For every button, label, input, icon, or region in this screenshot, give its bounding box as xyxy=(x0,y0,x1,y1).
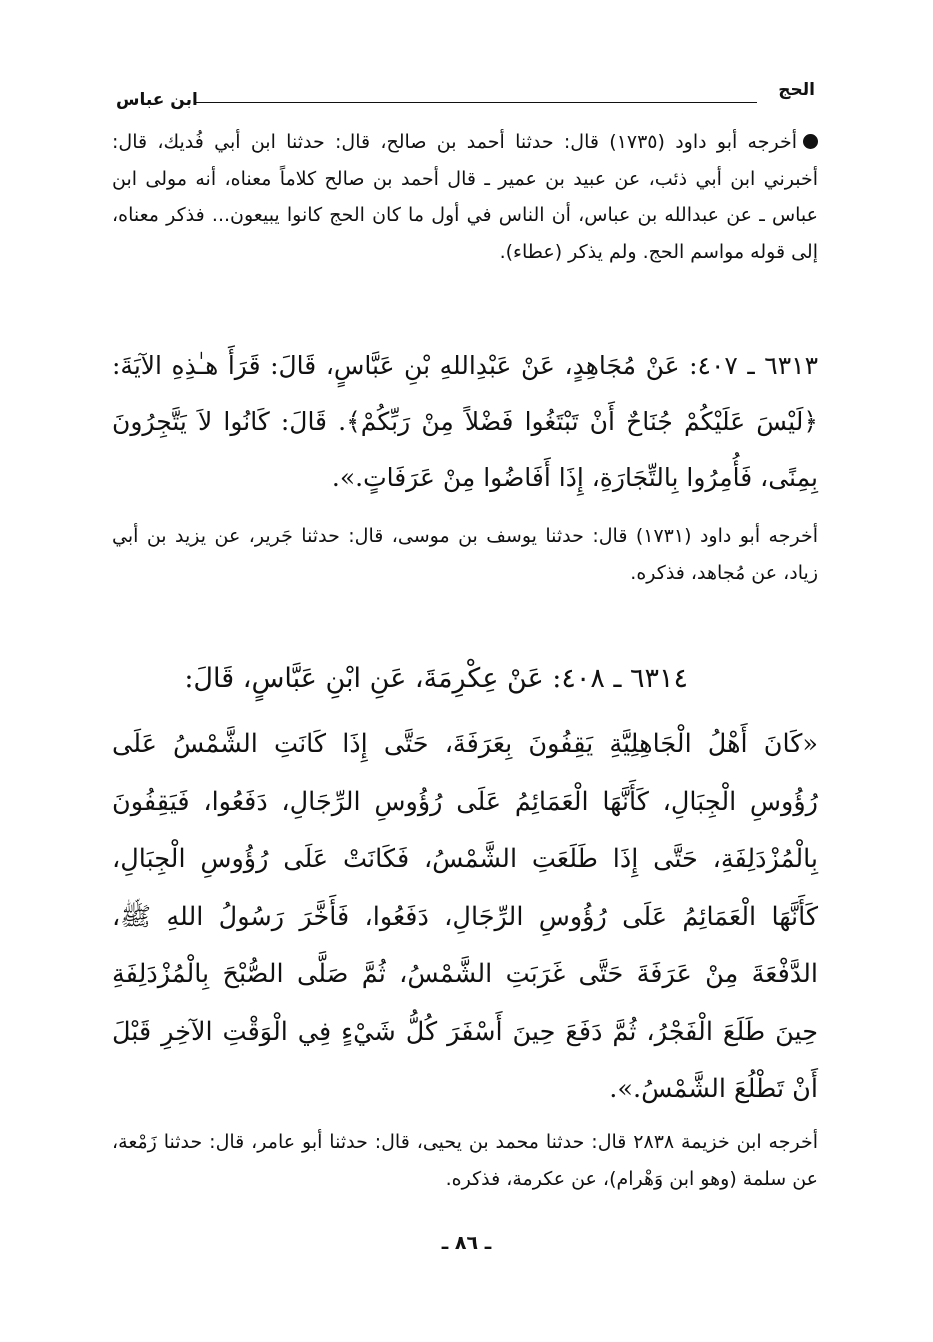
running-header xyxy=(116,78,815,112)
takhrij-note-1 xyxy=(112,124,818,270)
hadith-6314-heading: ٦٣١٤ ـ ٤٠٨: عَنْ عِكْرِمَةَ، عَنِ ابْنِ عَبَّاسٍ، قَالَ: xyxy=(184,663,688,694)
takhrij-note-3: أخرجه ابن خزيمة ٢٨٣٨ قال: حدثنا محمد بن يحيى، قال: حدثنا أبو عامر، قال: حدثنا زَمْعة، عن سلمة (وهو ابن وَهْرام)، عن عكرمة، فذكره. xyxy=(112,1131,818,1190)
hadith-6313: ٦٣١٣ ـ ٤٠٧: عَنْ مُجَاهِدٍ، عَنْ عَبْدِاللهِ بْنِ عَبَّاسٍ، قَالَ: قَرَأَ هـٰذِهِ الآيَةَ: ﴿لَيْسَ عَلَيْكُمْ جُنَاحٌ أَنْ تَبْتَغُوا فَضْلاً مِنْ رَبِّكُمْ﴾. قَالَ: كَانُوا لاَ يَتَّجِرُونَ بِمِنًى، فَأُمِرُوا بِالتِّجَارَةِ، إِذَا أَفَاضُوا مِنْ عَرَفَاتٍ.». xyxy=(112,351,818,492)
takhrij-note-1-text: أخرجه أبو داود (١٧٣٥) قال: حدثنا أحمد بن صالح، قال: حدثنا ابن أبي فُديك، قال: أخبرني ابن أبي ذئب، عن عبيد بن عمير ـ قال أحمد بن صالح كلاماً معناه، أنه مولى ابن عباس ـ عن عبدالله بن عباس، أن الناس في أول ما كان الحج كانوا يبيعون... فذكر معناه، إلى قوله مواسم الحج. ولم يذكر (عطاء). xyxy=(112,131,818,263)
chapter-title: الحج xyxy=(778,80,815,100)
header-rule xyxy=(194,102,757,103)
hadith-6314-text: «كَانَ أَهْلُ الْجَاهِلِيَّةِ يَقِفُونَ بِعَرَفَةَ، حَتَّى إِذَا كَانَتِ الشَّمْسُ عَلَى رُؤُوسِ الْجِبَالِ، كَأَنَّهَا الْعَمَائِمُ عَلَى رُؤُوسِ الرِّجَالِ، دَفَعُوا، فَيَقِفُونَ بِالْمُزْدَلِفَةِ، حَتَّى إِذَا طَلَعَتِ الشَّمْسُ، فَكَانَتْ عَلَى رُؤُوسِ الْجِبَالِ، كَأَنَّهَا الْعَمَائِمُ عَلَى رُؤُوسِ الرِّجَالِ، دَفَعُوا، فَأَخَّرَ رَسُولُ اللهِ ﷺ، الدَّفْعَةَ مِنْ عَرَفَةَ حَتَّى غَرَبَتِ الشَّمْسُ، ثُمَّ صَلَّى الصُّبْحَ بِالْمُزْدَلِفَةِ حِينَ طَلَعَ الْفَجْرُ، ثُمَّ دَفَعَ حِينَ أَسْفَرَ كُلُّ شَيْءٍ فِي الْوَقْتِ الآخِرِ قَبْلَ أَنْ تَطْلُعَ الشَّمْسُ.». xyxy=(112,729,818,1104)
page-number: ـ ٨٦ ـ xyxy=(441,1232,492,1254)
takhrij-note-2: أخرجه أبو داود (١٧٣١) قال: حدثنا يوسف بن موسى، قال: حدثنا جَرير، عن يزيد بن أبي زياد، عن مُجاهد، فذكره. xyxy=(112,525,819,584)
section-title: ابن عباس xyxy=(116,90,198,110)
bullet-icon xyxy=(803,134,818,149)
